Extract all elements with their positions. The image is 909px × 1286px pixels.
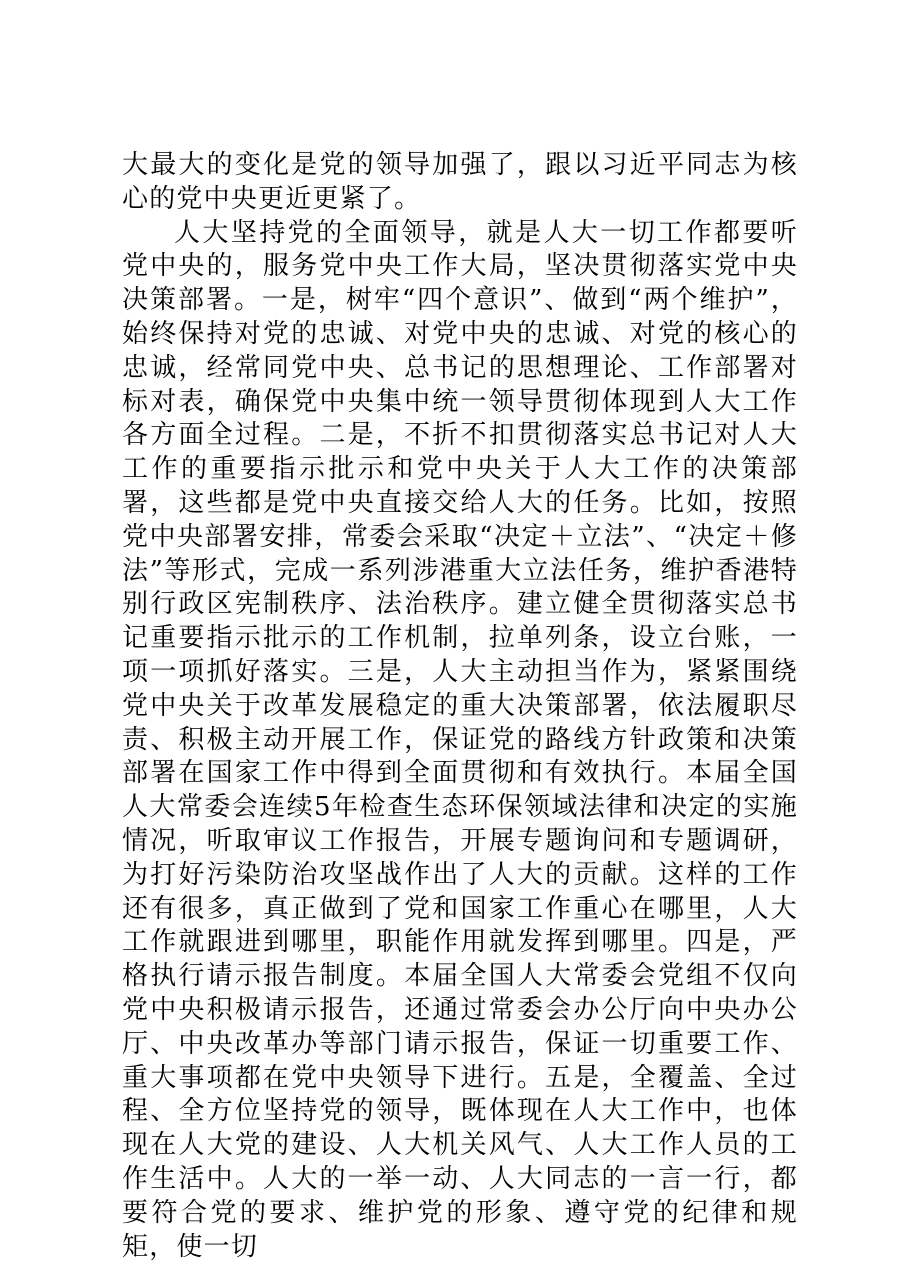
- paragraph-continuation: 大最大的变化是党的领导加强了，跟以习近平同志为核心的党中央更近更紧了。: [122, 150, 798, 214]
- paragraph-party-leadership: 人大坚持党的全面领导，就是人大一切工作都要听党中央的，服务党中央工作大局，坚决贯彻落实党中央决策部署。一是，树牢“四个意识”、做到“两个维护”，始终保持对党的忠诚、对党中央的忠诚、对党的核心的忠诚，经常同党中央、总书记的思想理论、工作部署对标对表，确保党中央集中统一领导贯彻体现到人大工作各方面全过程。二是，不折不扣贯彻落实总书记对人大工作的重要指示批示和党中央关于人大工作的决策部署，这些都是党中央直接交给人大的任务。比如，按照党中央部署安排，常委会采取“决定＋立法”、“决定＋修法”等形式，完成一系列涉港重大立法任务，维护香港特别行政区宪制秩序、法治秩序。建立健全贯彻落实总书记重要指示批示的工作机制，拉单列条，设立台账，一项一项抓好落实。三是，人大主动担当作为，紧紧围绕党中央关于改革发展稳定的重大决策部署，依法履职尽责、积极主动开展工作，保证党的路线方针政策和决策部署在国家工作中得到全面贯彻和有效执行。本届全国人大常委会连续5年检查生态环保领域法律和决定的实施情况，听取审议工作报告，开展专题询问和专题调研，为打好污染防治攻坚战作出了人大的贡献。这样的工作还有很多，真正做到了党和国家工作重心在哪里，人大工作就跟进到哪里，职能作用就发挥到哪里。四是，严格执行请示报告制度。本届全国人大常委会党组不仅向党中央积极请示报告，还通过常委会办公厅向中央办公厅、中央改革办等部门请示报告，保证一切重要工作、重大事项都在党中央领导下进行。五是，全覆盖、全过程、全方位坚持党的领导，既体现在人大工作中，也体现在人大党的建设、人大机关风气、人大工作人员的工作生活中。人大的一举一动、人大同志的一言一行，都要符合党的要求、维护党的形象、遵守党的纪律和规矩，使一切: [122, 217, 798, 1262]
- document-body: [122, 149, 798, 1264]
